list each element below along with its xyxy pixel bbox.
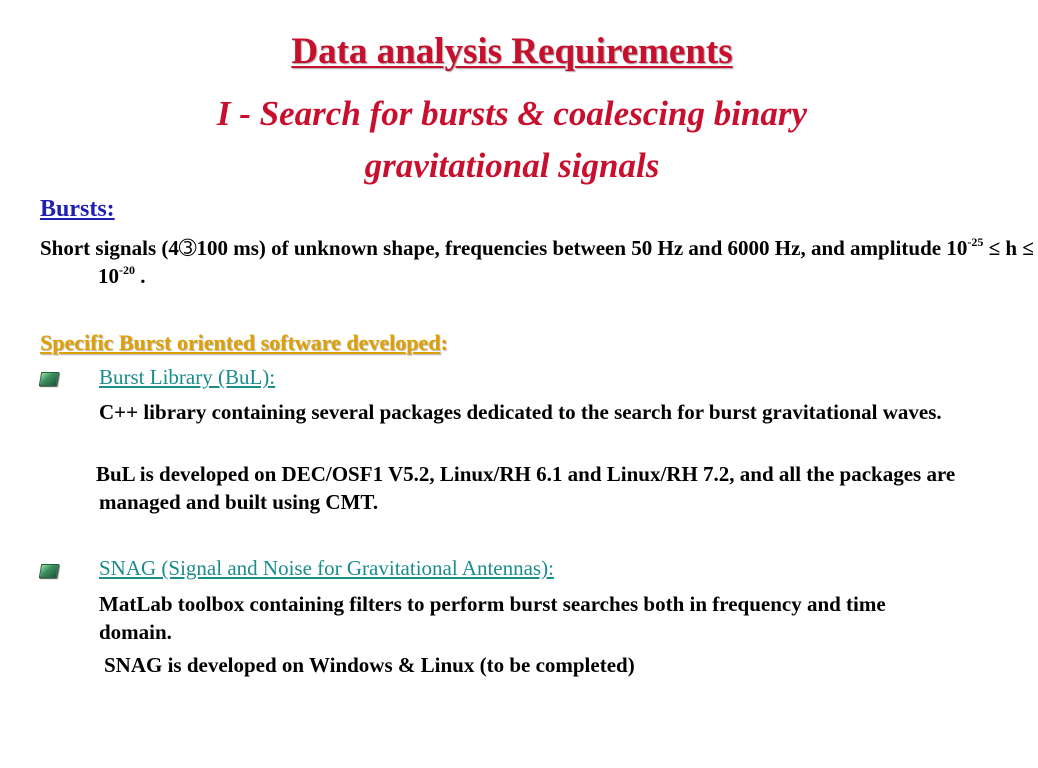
slide-title: Data analysis Requirements xyxy=(291,31,733,72)
bursts-desc-part1: Short signals (4 xyxy=(40,236,179,260)
snag-link[interactable]: SNAG (Signal and Noise for Gravitational Antennas): xyxy=(99,556,554,580)
software-heading xyxy=(40,330,448,356)
amplitude-exponent-high: -20 xyxy=(119,263,135,277)
bul-platforms: BuL is developed on DEC/OSF1 V5.2, Linux/RH 6.1 and Linux/RH 7.2, and all the packages are managed and built using CMT. xyxy=(96,462,956,514)
software-heading-colon: : xyxy=(440,330,448,355)
slide-subtitle xyxy=(60,88,964,192)
subtitle-line-1: I - Search for bursts & coalescing binary xyxy=(216,94,808,133)
bursts-desc-part2: 100 ms) of unknown shape, frequencies between 50 Hz and 6000 Hz, and amplitude 10 xyxy=(196,236,968,260)
range-symbol: ➂ xyxy=(178,236,197,260)
snag-bullet-icon xyxy=(39,564,59,578)
software-heading-text: Specific Burst oriented software developed xyxy=(40,330,441,355)
bursts-heading: Bursts: xyxy=(40,196,115,222)
bursts-desc-part3: ≤ h ≤ 10 xyxy=(98,236,1034,288)
snag-description: MatLab toolbox containing filters to perform burst searches both in frequency and time domain. xyxy=(99,592,886,644)
bursts-desc-part4: . xyxy=(135,264,146,288)
bursts-description xyxy=(40,234,1038,290)
amplitude-exponent-low: -25 xyxy=(967,235,984,249)
subtitle-line-2: gravitational signals xyxy=(364,146,660,185)
bul-description: C++ library containing several packages dedicated to the search for burst gravitational waves. xyxy=(99,400,942,424)
bul-bullet-icon xyxy=(39,372,59,386)
bul-link[interactable]: Burst Library (BuL): xyxy=(99,365,276,389)
snag-platforms: SNAG is developed on Windows & Linux (to be completed) xyxy=(104,653,635,677)
